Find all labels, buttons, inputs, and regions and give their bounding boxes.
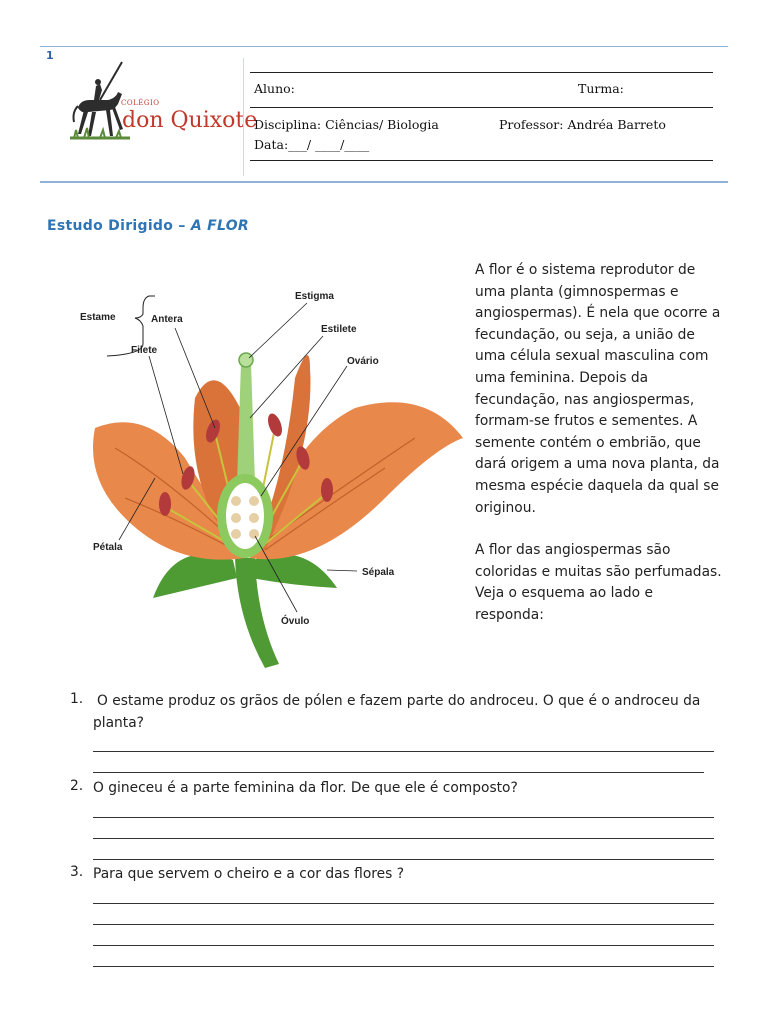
disciplina-label: Disciplina: Ciências/ Biologia	[254, 117, 439, 132]
sepal-left	[153, 554, 237, 598]
intro-paragraph-2: A flor das angiospermas são coloridas e muitas são perfumadas. Veja o esquema ao lado e responda:	[475, 542, 722, 623]
form-rule-middle	[250, 107, 713, 108]
answer-line[interactable]	[93, 945, 714, 946]
stigma	[239, 353, 253, 367]
answer-line[interactable]	[93, 903, 714, 904]
label-antera: Antera	[151, 314, 183, 325]
style	[237, 363, 255, 483]
intro-paragraph-1: A flor é o sistema reprodutor de uma planta (gimnospermas e angiospermas). É nela que ocorre a fecundação, ou seja, a união de uma célula sexual masculina com uma feminina. Depois da fecundação, nas angiospermas, formam-se frutos e sementes. A semente contém o embrião, que dará origem a uma nova planta, da mesma espécie daquela da qual se originou.	[475, 262, 721, 516]
answer-line[interactable]	[93, 924, 714, 925]
answer-line[interactable]	[93, 838, 714, 839]
label-ovario: Ovário	[347, 356, 379, 367]
answer-line[interactable]	[93, 966, 714, 967]
page-number: 1	[46, 49, 54, 62]
data-label: Data:___/ ____/____	[254, 137, 370, 152]
label-petala: Pétala	[93, 542, 123, 553]
professor-label: Professor: Andréa Barreto	[499, 117, 666, 132]
label-estame: Estame	[80, 312, 116, 323]
question-3-text: Para que servem o cheiro e a cor das flores ?	[93, 866, 405, 882]
question-1-text: O estame produz os grãos de pólen e fazem parte do androceu. O que é o androceu da planta?	[93, 693, 701, 731]
question-2-text: O gineceu é a parte feminina da flor. De que ele é composto?	[93, 780, 518, 796]
page-title	[47, 218, 249, 234]
answer-line[interactable]	[93, 751, 714, 752]
title-emphasis: A FLOR	[190, 218, 249, 234]
label-estigma: Estigma	[295, 291, 334, 302]
answer-line[interactable]	[93, 859, 714, 860]
flower-diagram	[65, 268, 470, 676]
answer-line[interactable]	[93, 772, 704, 773]
form-rule-top	[250, 72, 713, 73]
logo-name: don Quixote	[122, 108, 258, 133]
title-prefix: Estudo Dirigido –	[47, 218, 191, 234]
answer-line[interactable]	[93, 817, 714, 818]
label-sepala: Sépala	[362, 567, 395, 578]
label-estilete: Estilete	[321, 324, 357, 335]
aluno-label: Aluno:	[254, 81, 295, 96]
logo-small-text: COLÉGIO	[121, 99, 160, 107]
question-3-number: 3.	[70, 864, 84, 880]
form-rule-bottom	[250, 160, 713, 161]
label-filete: Filete	[131, 345, 158, 356]
label-ovulo: Óvulo	[281, 616, 310, 627]
question-1-number: 1.	[70, 691, 84, 707]
question-2-number: 2.	[70, 778, 84, 794]
turma-label: Turma:	[578, 81, 624, 96]
